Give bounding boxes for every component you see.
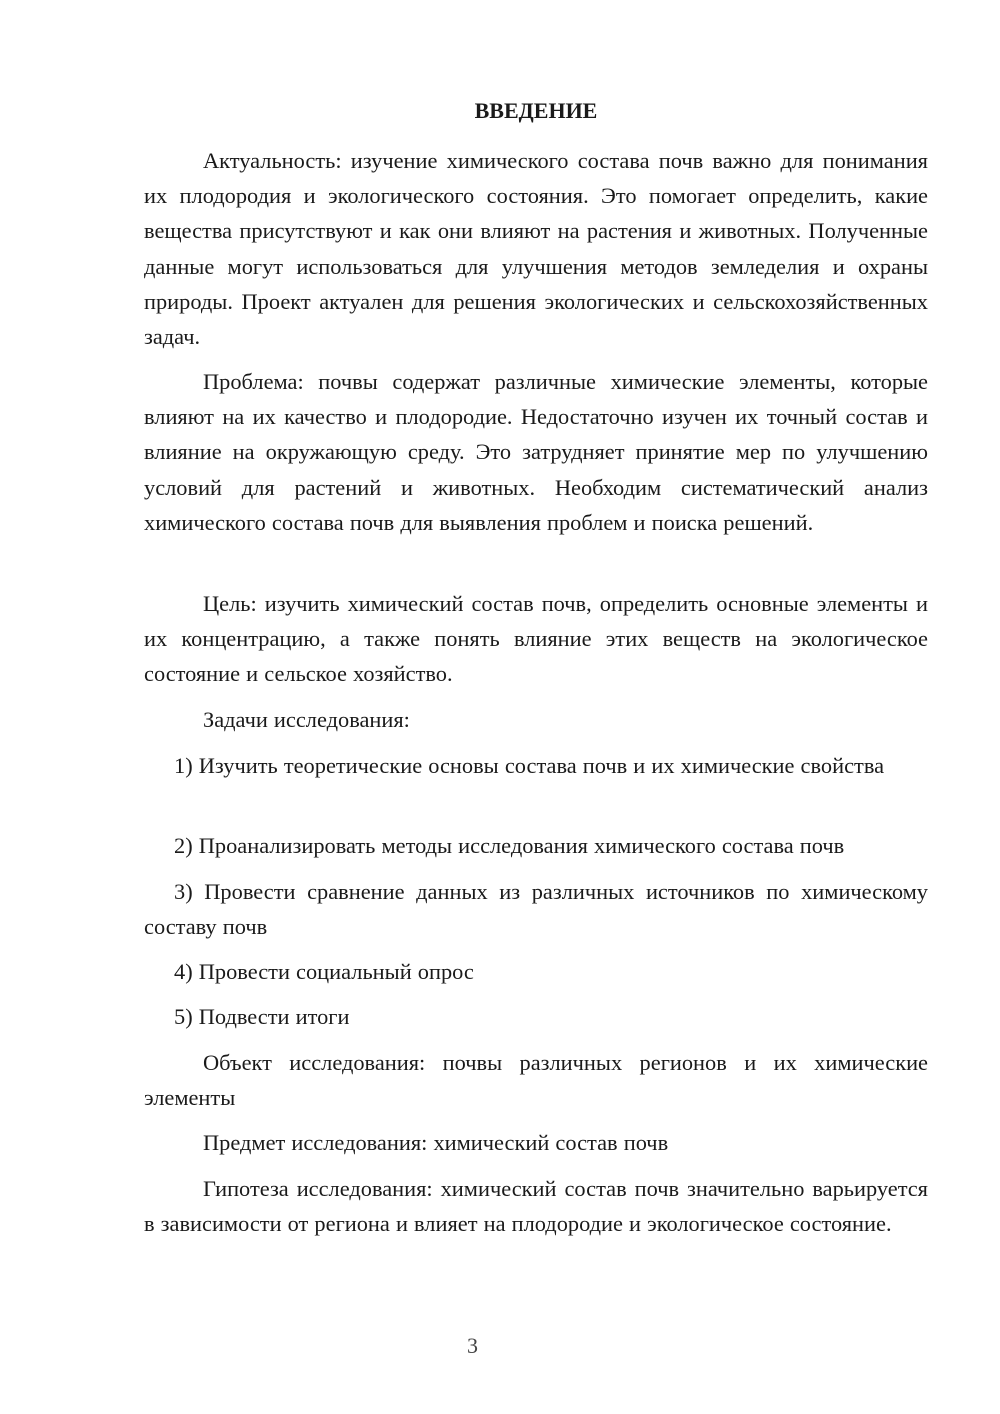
tasks-heading: Задачи исследования: <box>203 707 410 732</box>
task-item: 2) Проанализировать методы исследования химического состава почв <box>174 833 845 858</box>
problem-paragraph: Проблема: почвы содержат различные химические элементы, которые влияют на их качество и плодородие. Недостаточно изучен их точный состав и влияние на окружающую среду. Это затрудняет принятие мер по улучшению условий для растений и животных. Необходим систематический анализ химического состава почв для выявления проблем и поиска решений. <box>144 369 928 535</box>
hypothesis-paragraph: Гипотеза исследования: химический состав почв значительно варьируется в зависимости от региона и влияет на плодородие и экологическое состояние. <box>144 1176 928 1237</box>
subject-paragraph: Предмет исследования: химический состав почв <box>203 1130 669 1155</box>
page-number: 3 <box>467 1333 478 1358</box>
document-page <box>144 0 928 1414</box>
goal-paragraph: Цель: изучить химический состав почв, определить основные элементы и их концентрацию, а также понять влияние этих веществ на экологическое состояние и сельское хозяйство. <box>144 591 928 687</box>
relevance-paragraph: Актуальность: изучение химического состава почв важно для понимания их плодородия и экологического состояния. Это помогает определить, какие вещества присутствуют и как они влияют на растения и животных. Полученные данные могут использоваться для улучшения методов земледелия и охраны природы. Проект актуален для решения экологических и сельскохозяйственных задач. <box>144 148 928 350</box>
task-item: 4) Провести социальный опрос <box>174 959 474 984</box>
task-item: 5) Подвести итоги <box>174 1004 350 1029</box>
object-paragraph: Объект исследования: почвы различных регионов и их химические элементы <box>144 1050 928 1111</box>
task-item: 1) Изучить теоретические основы состава почв и их химические свойства <box>174 753 885 778</box>
task-item: 3) Провести сравнение данных из различных источников по химическому составу почв <box>144 879 928 940</box>
page-title: ВВЕДЕНИЕ <box>474 98 598 123</box>
